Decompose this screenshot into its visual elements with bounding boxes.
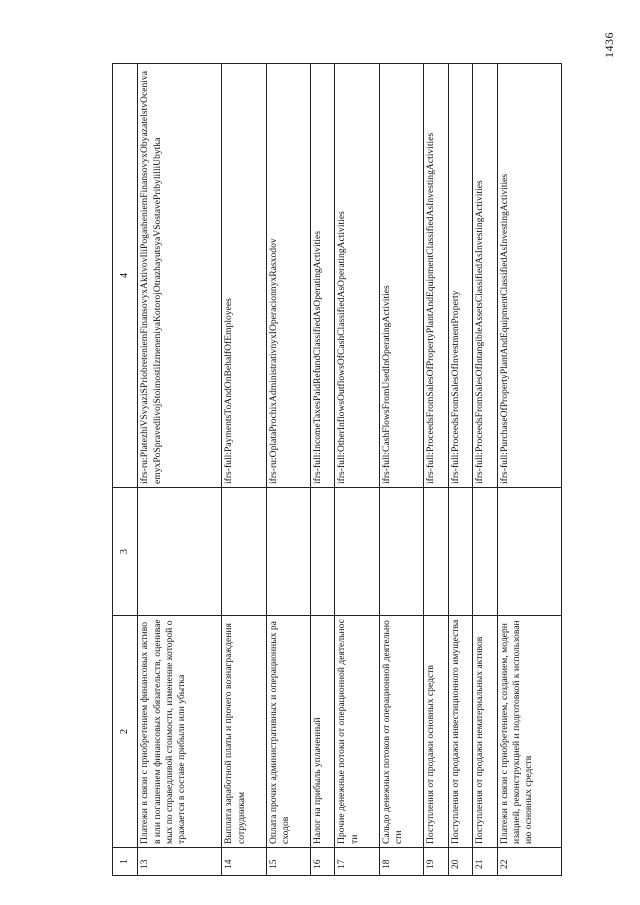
- table-row: [266, 64, 310, 876]
- row-number: 22: [497, 848, 561, 876]
- row-code: ifrs-full:PurchaseOfPropertyPlantAndEquipmentClassifiedAsInvestingActivities: [497, 64, 561, 488]
- row-number: 19: [424, 848, 449, 876]
- row-col3: [497, 488, 561, 616]
- row-description: Оплата прочих административных и операционных расходов: [266, 616, 310, 848]
- table-row: [473, 64, 498, 876]
- row-col3: [222, 488, 266, 616]
- row-description: Поступления от продажи основных средств: [424, 616, 449, 848]
- table-row: [379, 64, 423, 876]
- row-description: Поступления от продажи инвестиционного имущества: [448, 616, 473, 848]
- row-number: 17: [335, 848, 379, 876]
- row-code: ifrs-full:ProceedsFromSalesOfIntangibleAssetsClassifiedAsInvestingActivities: [473, 64, 498, 488]
- row-col3: [266, 488, 310, 616]
- row-number: 13: [138, 848, 222, 876]
- row-description: Поступления от продажи нематериальных активов: [473, 616, 498, 848]
- row-col3: [448, 488, 473, 616]
- row-number: 21: [473, 848, 498, 876]
- row-description: Прочие денежные потоки от операционной деятельности: [335, 616, 379, 848]
- row-description: Платежи в связи с приобретением финансовых активов или погашением финансовых обязательств, оцениваемых по справедливой стоимости, изменение которой отражается в составе прибыли или убытка: [138, 616, 222, 848]
- row-col3: [310, 488, 335, 616]
- page-number: 1436: [602, 32, 616, 58]
- row-code: ifrs-full:PaymentsToAndOnBehalfOfEmployees: [222, 64, 266, 488]
- table-row: [222, 64, 266, 876]
- row-col3: [335, 488, 379, 616]
- table-row: [497, 64, 561, 876]
- row-col3: [379, 488, 423, 616]
- row-code: ifrs-ru:OplataProchixAdministrativnyxIOperacionnyxRasxodov: [266, 64, 310, 488]
- row-col3: [424, 488, 449, 616]
- row-description: Платежи в связи с приобретением, созданием, модернизацией, реконструкцией и подготовкой к использованию основных средств: [497, 616, 561, 848]
- table-row: [424, 64, 449, 876]
- row-number: 14: [222, 848, 266, 876]
- row-number: 20: [448, 848, 473, 876]
- table-row: [138, 64, 222, 876]
- row-code: ifrs-full:CashFlowsFromUsedInOperatingActivities: [379, 64, 423, 488]
- header-row: [113, 64, 138, 876]
- row-code: ifrs-ru:PlatezhiVSvyaziSPriobreteniemFinansovyxAktivovIliPogasheniemFinansovyxObyazatelstvOcenivaemyxPoSpravedlivojStoimostiIzmeneniyaKotorojOtrazhayutsyaVSostavePribylilliUbytka: [138, 64, 222, 488]
- table-row: [448, 64, 473, 876]
- row-code: ifrs-full:IncomeTaxesPaidRefundClassifiedAsOperatingActivities: [310, 64, 335, 488]
- row-number: 16: [310, 848, 335, 876]
- header-cell-2: 2: [113, 616, 138, 848]
- row-code: ifrs-full:ProceedsFromSalesOfInvestmentProperty: [448, 64, 473, 488]
- header-cell-3: 3: [113, 488, 138, 616]
- row-number: 15: [266, 848, 310, 876]
- row-col3: [138, 488, 222, 616]
- row-code: ifrs-full:ProceedsFromSalesOfPropertyPlantAndEquipmentClassifiedAsInvestingActivities: [424, 64, 449, 488]
- header-cell-4: 4: [113, 64, 138, 488]
- row-description: Налог на прибыль уплаченный: [310, 616, 335, 848]
- table-row: [335, 64, 379, 876]
- table-row: [310, 64, 335, 876]
- row-number: 18: [379, 848, 423, 876]
- row-col3: [473, 488, 498, 616]
- row-description: Сальдо денежных потоков от операционной деятельности: [379, 616, 423, 848]
- row-code: ifrs-full:OtherInflowsOutflowsOfCashClassifiedAsOperatingActivities: [335, 64, 379, 488]
- table-frame: [112, 64, 562, 876]
- header-cell-1: 1: [113, 848, 138, 876]
- row-description: Выплата заработной платы и прочего вознаграждения сотрудникам: [222, 616, 266, 848]
- data-table: [112, 63, 562, 876]
